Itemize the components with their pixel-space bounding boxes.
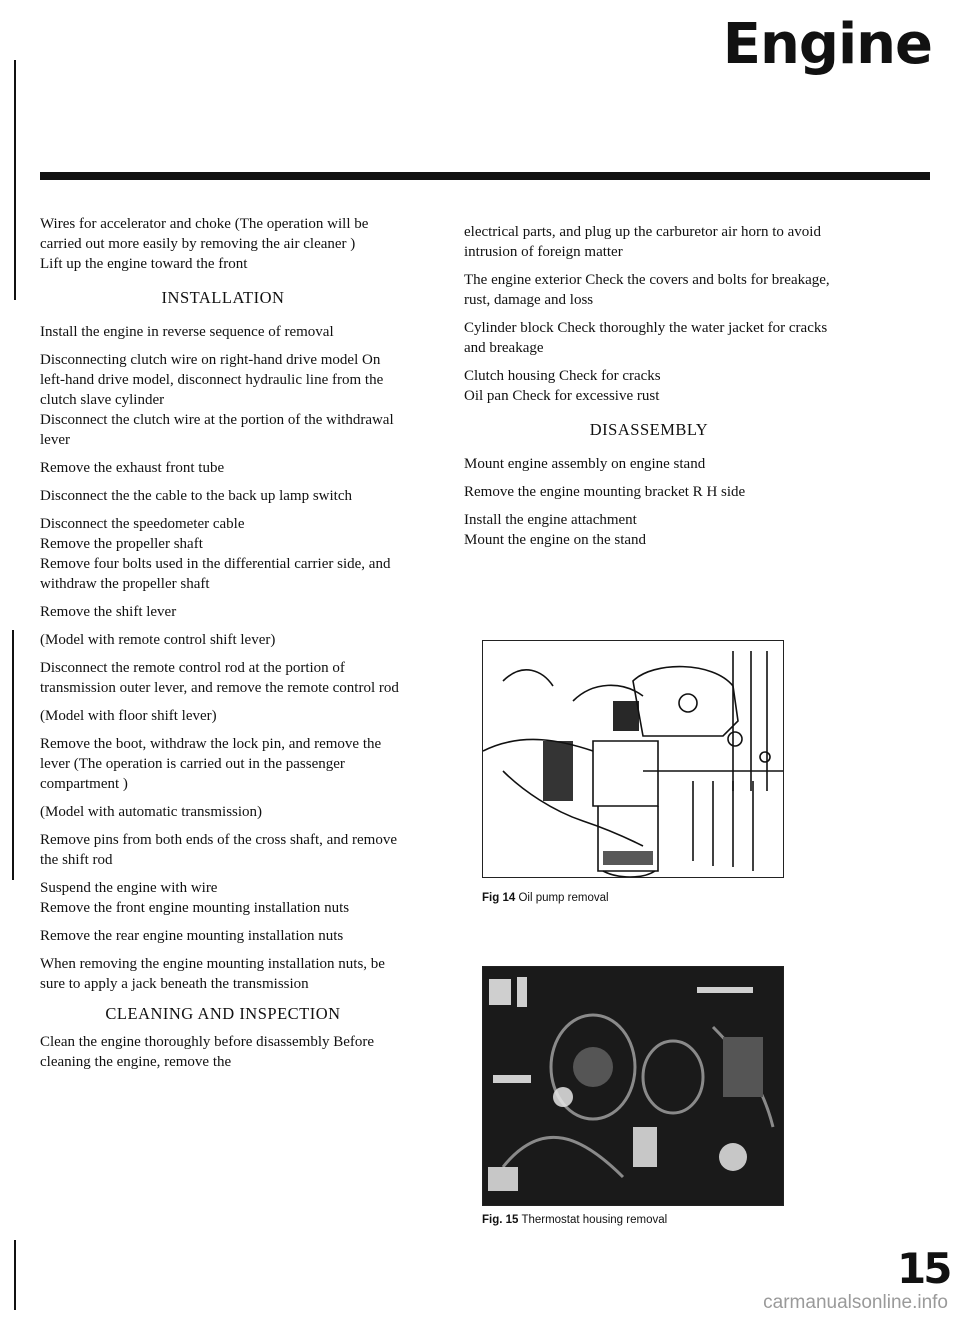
paragraph: (Model with floor shift lever) [40, 708, 217, 724]
section-heading-disassembly: DISASSEMBLY [589, 420, 709, 439]
figure-thermostat-housing-removal [482, 966, 784, 1206]
paragraph: Install the engine in reverse sequence of removal [40, 324, 334, 340]
oil-pump-illustration [483, 641, 783, 877]
paragraph: When removing the engine mounting installation nuts, be sure to apply a jack beneath the transmission [40, 956, 385, 992]
paragraph: Disconnect the the cable to the back up lamp switch [40, 488, 352, 504]
paragraph: Remove the exhaust front tube [40, 460, 225, 476]
paragraph: Mount the engine on the stand [464, 532, 647, 548]
page-title: Engine [722, 12, 932, 77]
paragraph: Remove the engine mounting bracket R H side [464, 484, 746, 500]
paragraph: Remove the shift lever [40, 604, 177, 620]
figure-caption-text: Oil pump removal [518, 892, 609, 904]
paragraph: Clean the engine thoroughly before disassembly Before cleaning the engine, remove the [40, 1034, 375, 1070]
thermostat-photo [483, 967, 783, 1205]
paragraph: Remove the boot, withdraw the lock pin, and remove the lever (The operation is carried out in the passenger compartment ) [40, 736, 382, 792]
paragraph: Remove the propeller shaft [40, 536, 203, 552]
scan-edge-mark [14, 60, 16, 300]
paragraph: Clutch housing Check for cracks [464, 368, 661, 384]
paragraph: Oil pan Check for excessive rust [464, 388, 660, 404]
left-column [40, 214, 406, 1080]
figure-caption-text: Thermostat housing removal [521, 1214, 668, 1226]
section-heading-cleaning: CLEANING AND INSPECTION [105, 1004, 341, 1023]
header-rule [40, 172, 930, 180]
figure-caption-15 [482, 1214, 667, 1226]
paragraph: Cylinder block Check thoroughly the water jacket for cracks and breakage [464, 320, 828, 356]
paragraph: The engine exterior Check the covers and bolts for breakage, rust, damage and loss [464, 272, 830, 308]
paragraph: Install the engine attachment [464, 512, 637, 528]
paragraph: Remove pins from both ends of the cross shaft, and remove the shift rod [40, 832, 398, 868]
section-heading-installation: INSTALLATION [161, 288, 285, 307]
figure-label: Fig 14 [482, 892, 516, 904]
paragraph: (Model with automatic transmission) [40, 804, 263, 820]
scan-edge-mark [14, 1240, 16, 1310]
paragraph: Disconnect the remote control rod at the portion of transmission outer lever, and remove the remote control rod [40, 660, 399, 696]
paragraph: (Model with remote control shift lever) [40, 632, 276, 648]
scan-edge-mark [12, 630, 14, 880]
paragraph: Remove four bolts used in the differential carrier side, and withdraw the propeller shaft [40, 556, 391, 592]
figure-caption-14 [482, 892, 609, 904]
paragraph: Wires for accelerator and choke (The operation will be carried out more easily by removing the air cleaner ) [40, 216, 369, 252]
page-number: 15 [897, 1244, 950, 1293]
paragraph: Disconnect the speedometer cable [40, 516, 245, 532]
paragraph: Lift up the engine toward the front [40, 256, 248, 272]
paragraph: Mount engine assembly on engine stand [464, 456, 706, 472]
figure-label: Fig. 15 [482, 1214, 519, 1226]
paragraph: Disconnect the clutch wire at the portion of the withdrawal lever [40, 412, 394, 448]
figure-oil-pump-removal [482, 640, 784, 878]
paragraph: Remove the front engine mounting installation nuts [40, 900, 350, 916]
right-column [464, 222, 834, 558]
paragraph: Disconnecting clutch wire on right-hand drive model On left-hand drive model, disconnect hydraulic line from the clutch slave cylinder [40, 352, 384, 408]
paragraph: electrical parts, and plug up the carburetor air horn to avoid intrusion of foreign matter [464, 224, 821, 260]
footer-watermark: carmanualsonline.info [763, 1292, 948, 1313]
paragraph: Suspend the engine with wire [40, 880, 218, 896]
paragraph: Remove the rear engine mounting installation nuts [40, 928, 344, 944]
